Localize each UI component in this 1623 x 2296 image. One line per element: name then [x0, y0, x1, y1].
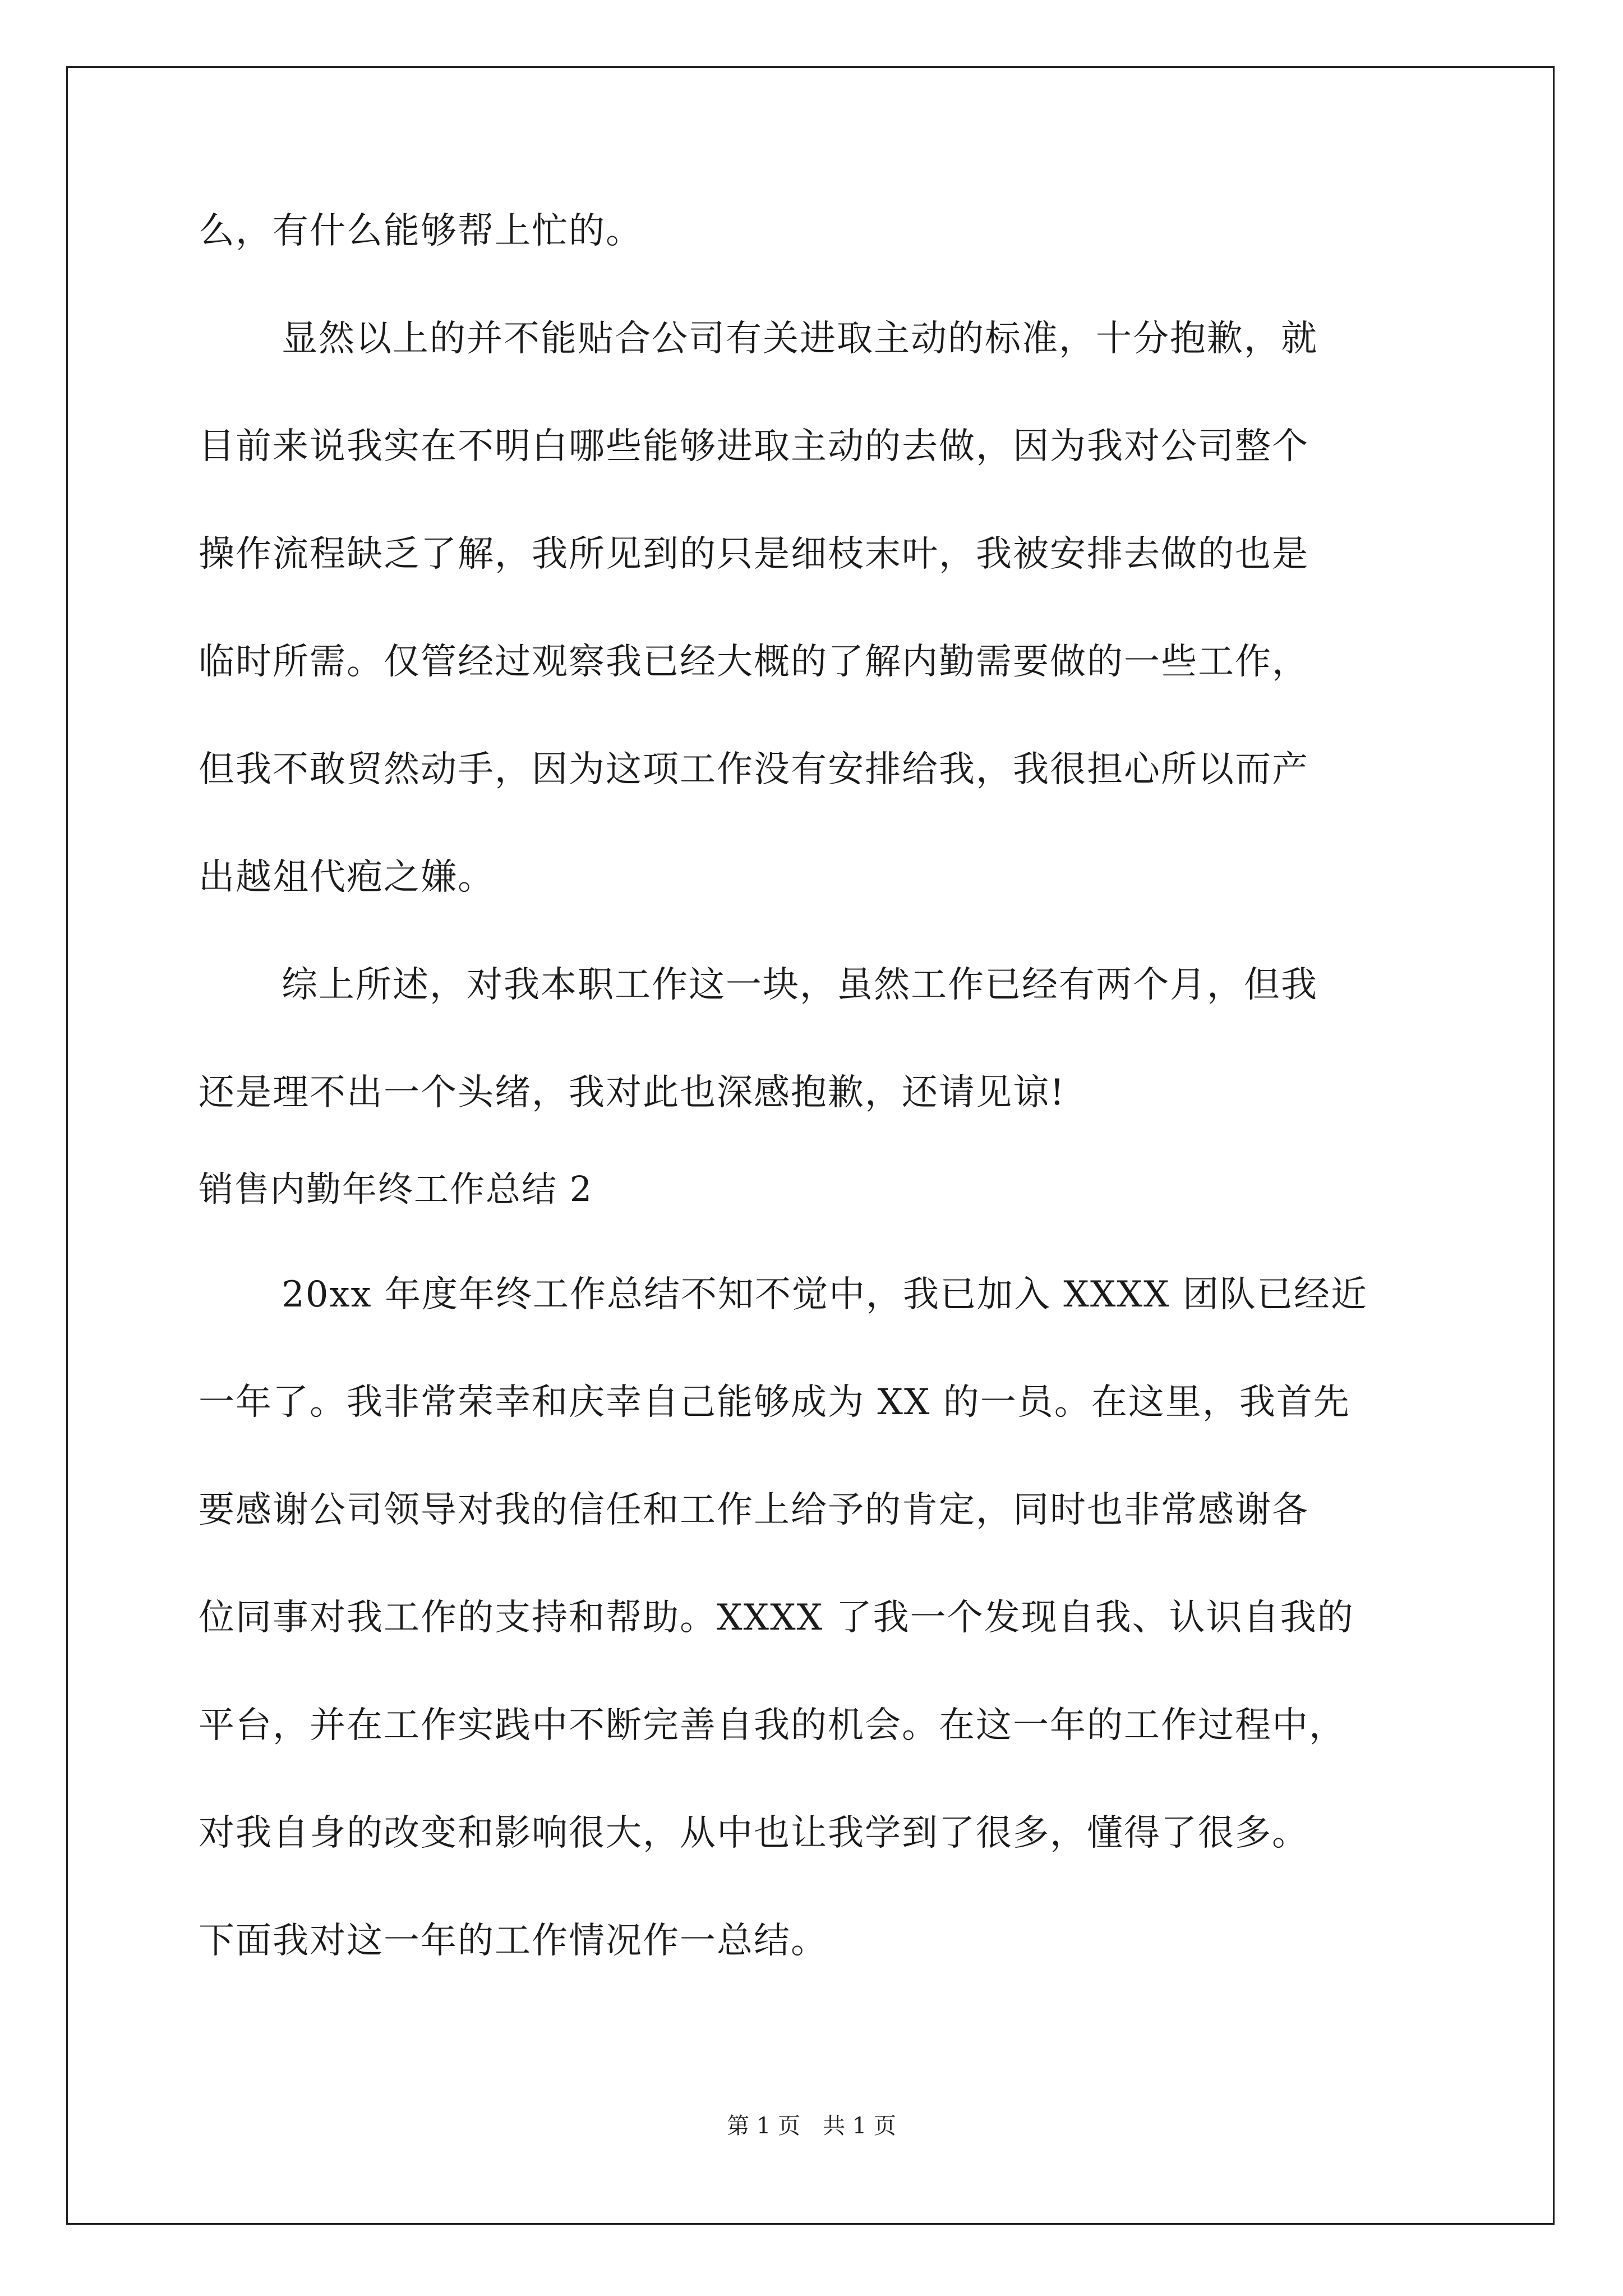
page-number: 第 1 页 共 1 页: [727, 2113, 896, 2139]
paragraph-line: 20xx 年度年终工作总结不知不觉中，我已加入 XXXX 团队已经近: [282, 1274, 1368, 1315]
page-border: [66, 66, 1555, 2225]
text-line: 出越俎代疱之嫌。: [199, 857, 495, 898]
section-heading: 销售内勤年终工作总结 2: [199, 1168, 593, 1209]
text-line: 还是理不出一个头绪，我对此也深感抱歉，还请见谅!: [199, 1072, 1066, 1114]
text-line: 目前来说我实在不明白哪些能够进取主动的去做，因为我对公司整个: [199, 426, 1309, 467]
text-line: 么，有什么能够帮上忙的。: [199, 210, 643, 252]
text-line: 要感谢公司领导对我的信任和工作上给予的肯定，同时也非常感谢各: [199, 1489, 1309, 1531]
text-line: 位同事对我工作的支持和帮助。XXXX 了我一个发现自我、认识自我的: [199, 1597, 1354, 1639]
paragraph-line: 显然以上的并不能贴合公司有关进取主动的标准，十分抱歉，就: [282, 318, 1318, 360]
text-line: 平台，并在工作实践中不断完善自我的机会。在这一年的工作过程中，: [199, 1705, 1346, 1746]
text-line: 操作流程缺乏了解，我所见到的只是细枝末叶，我被安排去做的也是: [199, 533, 1309, 575]
text-line: 对我自身的改变和影响很大，从中也让我学到了很多，懂得了很多。: [199, 1812, 1309, 1854]
text-line: 一年了。我非常荣幸和庆幸自己能够成为 XX 的一员。在这里，我首先: [199, 1382, 1350, 1423]
text-line: 下面我对这一年的工作情况作一总结。: [199, 1920, 828, 1962]
text-line: 临时所需。仅管经过观察我已经大概的了解内勤需要做的一些工作，: [199, 641, 1309, 683]
paragraph-line: 综上所述，对我本职工作这一块，虽然工作已经有两个月，但我: [282, 964, 1318, 1006]
text-line: 但我不敢贸然动手，因为这项工作没有安排给我，我很担心所以而产: [199, 749, 1309, 790]
